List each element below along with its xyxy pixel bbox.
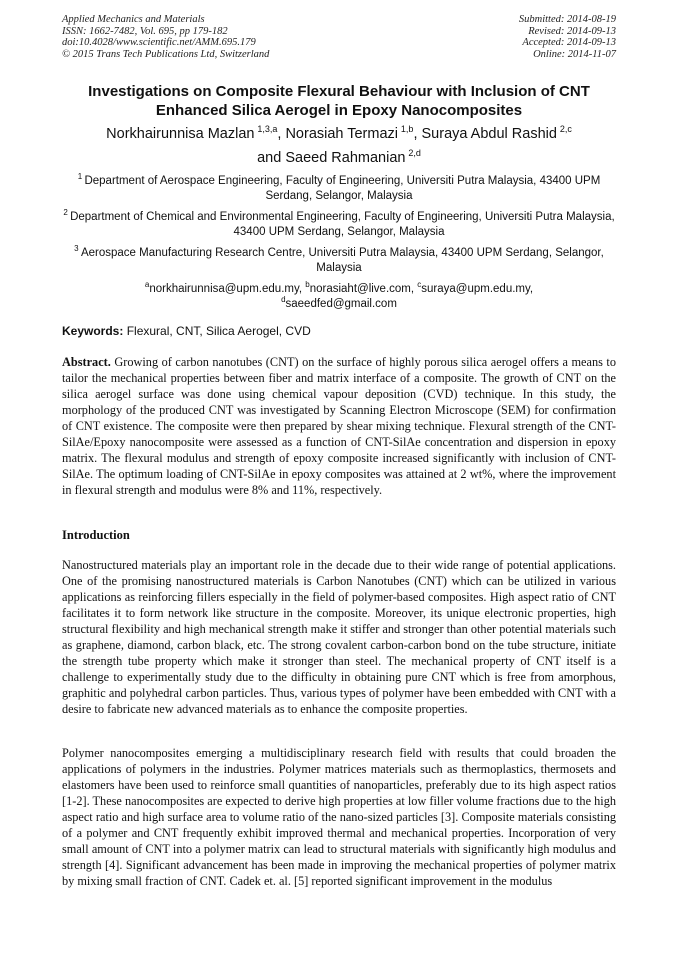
author-and: and: [257, 150, 286, 166]
affiliation-2: [62, 210, 616, 240]
affiliation-number: 1: [77, 172, 83, 181]
author-affil-sup: 1,3,a: [257, 124, 278, 134]
author-affil-sup: 2,d: [408, 148, 421, 158]
affiliation-number: 3: [74, 244, 79, 253]
journal-name: Applied Mechanics and Materials: [62, 14, 205, 25]
author-name: Norasiah Termazi: [285, 126, 399, 142]
author-separator: ,: [413, 126, 422, 142]
author-name: Saeed Rahmanian: [285, 150, 406, 166]
revised-date: Revised: 2014-09-13: [528, 25, 616, 37]
email-line-2: [62, 297, 616, 312]
issn-line: ISSN: 1662-7482, Vol. 695, pp 179-182: [62, 25, 228, 37]
journal-info: [62, 14, 269, 60]
email-link[interactable]: norasiaht@live.com: [309, 283, 411, 295]
author-emails: [62, 282, 616, 312]
email-link[interactable]: norkhairunnisa@upm.edu.my: [149, 283, 299, 295]
affiliation-text: Department of Aerospace Engineering, Faculty of Engineering, Universiti Putra Malaysia, 43400 UPM Serdang, Selangor, Malaysia: [84, 175, 601, 202]
intro-paragraph-2: Polymer nanocomposites emerging a multidisciplinary research field with results that could broaden the applications of polymers in the industries. Polymer matrices materials such as thermoplastics, thermosets and elastomers have been used to reinforce small quantities of nanoparticles, preferably due to its high aspect ratios [1-2]. These nanocomposites are expected to derive high properties at low filler volume fractions due to the high aspect ratio and high surface area to volume ratio of the nano-sized particles [3]. Composite materials consisting of a polymer and CNT frequently exhibit improved thermal and mechanical properties. Incorporation of very small amount of CNT into a polymer matrix can lead to structural materials with significantly high modulus and strength [4]. Significant advancement has been made in improving the mechanical properties of polymer matrix by mixing small fraction of CNT. Cadek et. al. [5] reported significant improvement in the modulus: [62, 746, 616, 888]
abstract: [62, 354, 616, 498]
affiliation-text: Department of Chemical and Environmental Engineering, Faculty of Engineering, Universiti Putra Malaysia, 43400 UPM Serdang, Selangor, Malaysia: [70, 211, 615, 238]
paper-title: [50, 82, 628, 120]
email-line-1: $^a$norkhairunnisa@upm.edu.my, $^b$norasiaht@live.com, $^c$suraya@upm.edu.my,: [144, 280, 534, 295]
email-link[interactable]: suraya@upm.edu.my: [421, 283, 530, 295]
author-name: Norkhairunnisa Mazlan: [106, 126, 255, 142]
section-heading-introduction: Introduction: [62, 528, 130, 542]
accepted-date: Accepted: 2014-09-13: [522, 37, 616, 48]
email-sup: b: [305, 280, 310, 289]
title-line-1: Investigations on Composite Flexural Behaviour with Inclusion of CNT: [88, 83, 590, 100]
keywords-text: Flexural, CNT, Silica Aerogel, CVD: [123, 324, 311, 338]
author-line-1: [50, 122, 628, 146]
abstract-label: Abstract.: [62, 355, 111, 369]
online-date: Online: 2014-11-07: [533, 48, 616, 60]
title-line-2: Enhanced Silica Aerogel in Epoxy Nanocomposites: [155, 102, 523, 119]
intro-paragraph-1: Nanostructured materials play an important role in the decade due to their wide range of potential applications. One of the promising nanostructured materials is Carbon Nanotubes (CNT) which can be utilized in various applications as reinforcing fillers especially in the field of polymer-based composites. High aspect ratio of CNT facilitates it to form network like structure in the composite. Moreover, its unique electronic properties, high structural flexibility and high mechanical strength make it stiffer and stronger than other potential materials such as graphene, diamond, carbon black, etc. The strong covalent carbon-carbon bond on the tube structure, initiate the strength tube property which make it stronger than steel. The mechanical property of CNT itself is a challenge to experimentally study due to the difficulty in obtaining pure CNT which is free from amorphous, graphitic and polyhedral carbon particles. Thus, various types of polymer have been embedded with CNT with a desire to fabricate new advanced materials as to enhance the composite properties.: [62, 558, 616, 716]
author-affil-sup: 2,c: [559, 124, 572, 134]
submitted-date: Submitted: 2014-08-19: [518, 14, 616, 25]
author-list: [50, 122, 628, 170]
email-link[interactable]: saeedfed@gmail.com: [285, 298, 397, 310]
abstract-text: Growing of carbon nanotubes (CNT) on the surface of highly porous silica aerogel offers a means to tailor the mechanical properties between fiber and matrix interface of a composite. The growth of CNT on the silica aerogel surface was done using chemical vapour deposition (CVD) technique. In this study, the morphology of the produced CNT was investigated by Scanning Electron Microscope (SEM) for confirmation of CNT existence. The composite were then prepared by shear mixing technique. Flexural strength of the CNT-SilAe/Epoxy nanocomposite were assessed as a function of CNT-SilAe concentration and dispersion in epoxy matrix. The flexural modulus and strength of epoxy composite increased significantly with inclusion of CNT-SilAe. The optimum loading of CNT-SilAe in epoxy composites was attained at 2 wt%, where the improvement in flexural strength and modulus were 8% and 11%, respectively.: [62, 355, 616, 497]
keywords-label: Keywords:: [62, 324, 124, 338]
author-separator: ,: [277, 126, 286, 142]
author-affil-sup: 1,b: [400, 124, 414, 134]
affiliation-text: Aerospace Manufacturing Research Centre, Universiti Putra Malaysia, 43400 UPM Serdang, Selangor, Malaysia: [80, 247, 604, 274]
author-line-2: [50, 146, 628, 170]
copyright-line: © 2015 Trans Tech Publications Ltd, Switzerland: [62, 48, 270, 60]
affiliation-1: [62, 174, 616, 204]
keywords: [62, 324, 616, 339]
email-sup: c: [417, 280, 422, 289]
affiliation-number: 2: [63, 208, 68, 217]
author-name: Suraya Abdul Rashid: [421, 126, 557, 142]
dates-info: [519, 14, 616, 60]
email-sup: a: [144, 280, 150, 289]
email-sup: d: [281, 295, 286, 304]
doi-line: doi:10.4028/www.scientific.net/AMM.695.179: [62, 37, 256, 48]
affiliation-3: [62, 246, 616, 276]
